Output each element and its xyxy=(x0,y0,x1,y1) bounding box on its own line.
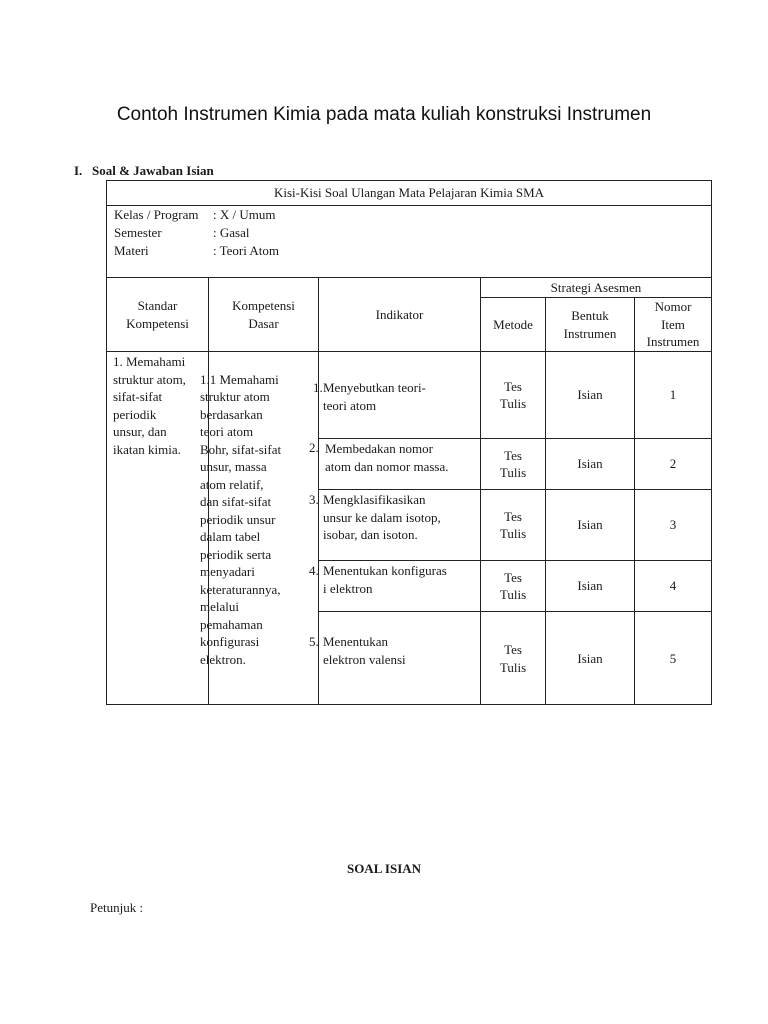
nomor-cell: 4 xyxy=(669,578,677,594)
nomor-cell: 1 xyxy=(669,387,677,403)
metode-cell: Tes Tulis xyxy=(499,378,527,411)
header-strategi-asesmen: Strategi Asesmen xyxy=(550,279,642,295)
bentuk-cell: Isian xyxy=(577,456,603,472)
bentuk-cell: Isian xyxy=(577,650,603,666)
kisi-kisi-table xyxy=(106,180,712,705)
bentuk-cell: Isian xyxy=(577,578,603,594)
metode-cell: Tes Tulis xyxy=(499,569,527,602)
nomor-cell: 3 xyxy=(669,517,677,533)
indikator-number: 2. xyxy=(309,440,319,455)
bentuk-cell: Isian xyxy=(577,387,603,403)
header-standar-kompetensi: Standar Kompetensi xyxy=(126,298,189,331)
kompetensi-dasar-text xyxy=(200,353,320,686)
header-indikator: Indikator xyxy=(375,306,424,322)
info-value-kelas: : X / Umum xyxy=(213,207,276,222)
document-title: Contoh Instrumen Kimia pada mata kuliah konstruksi Instrumen xyxy=(116,104,652,125)
indikator-number: 5. xyxy=(309,634,319,649)
info-value-materi: : Teori Atom xyxy=(213,243,280,258)
indikator-text: Membedakan nomor atom dan nomor massa. xyxy=(325,441,449,474)
section-label: Soal & Jawaban Isian xyxy=(92,163,214,178)
petunjuk-label: Petunjuk : xyxy=(90,900,144,915)
header-bentuk-instrumen: Bentuk Instrumen xyxy=(563,308,617,341)
metode-cell: Tes Tulis xyxy=(499,642,527,675)
indikator-number: 1. xyxy=(313,380,323,395)
header-nomor-item: Nomor Item Instrumen xyxy=(646,299,700,350)
indikator-number: 4. xyxy=(309,563,319,578)
metode-cell: Tes Tulis xyxy=(499,508,527,541)
section-number: I. xyxy=(74,163,83,178)
indikator-number: 3. xyxy=(309,492,319,507)
info-label-materi: Materi xyxy=(114,243,149,258)
nomor-cell: 5 xyxy=(669,650,677,666)
bentuk-cell: Isian xyxy=(577,517,603,533)
info-label-semester: Semester xyxy=(114,225,162,240)
header-kompetensi-dasar: Kompetensi Dasar xyxy=(232,298,295,331)
soal-isian-heading: SOAL ISIAN xyxy=(346,861,422,876)
info-label-kelas: Kelas / Program xyxy=(114,207,199,222)
table-caption: Kisi-Kisi Soal Ulangan Mata Pelajaran Kimia SMA xyxy=(273,185,545,201)
indikator-text: Menentukan konfiguras i elektron xyxy=(323,563,447,596)
metode-cell: Tes Tulis xyxy=(499,447,527,480)
kompetensi-dasar-content: 1.1 Memahami struktur atom berdasarkan teori atom Bohr, sifat-sifat unsur, massa atom relatif, dan sifat-sifat periodik unsur dalam tabel periodik serta menyadari keteraturannya, melalui pemahaman konfigurasi elektron. xyxy=(200,371,282,667)
header-metode: Metode xyxy=(493,316,533,332)
section-heading xyxy=(74,163,214,179)
nomor-cell: 2 xyxy=(669,456,677,472)
indikator-text: Menentukan elektron valensi xyxy=(323,634,406,667)
indikator-text: Menyebutkan teori- teori atom xyxy=(323,380,426,413)
standar-kompetensi-text: 1. Memahami struktur atom, sifat-sifat periodik unsur, dan ikatan kimia. xyxy=(113,354,186,457)
indikator-text: Mengklasifikasikan unsur ke dalam isotop, isobar, dan isoton. xyxy=(323,492,441,542)
info-value-semester: : Gasal xyxy=(213,225,250,240)
